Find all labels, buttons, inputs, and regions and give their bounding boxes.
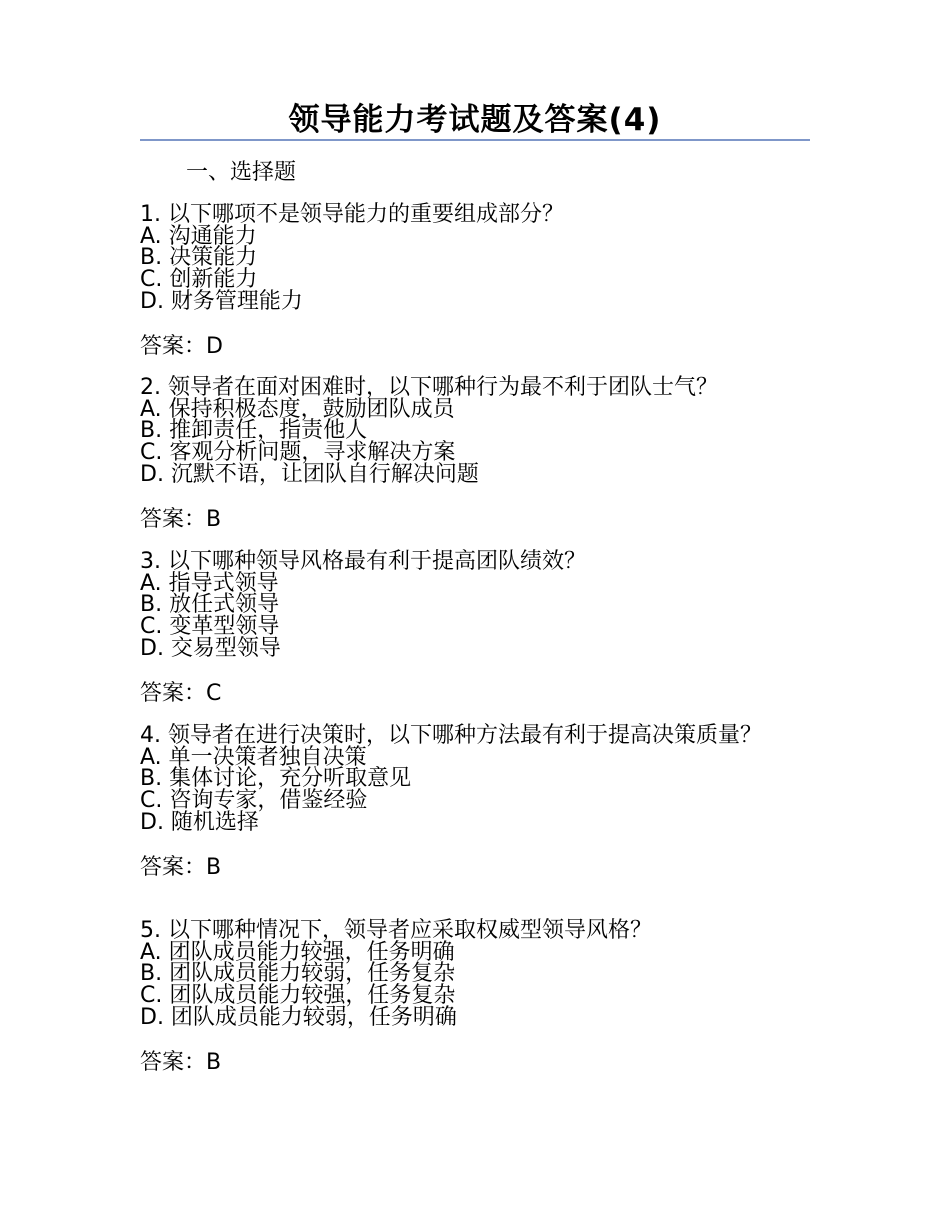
option-d: D. 沉默不语，让团队自行解决问题 (140, 461, 479, 487)
question-1 (140, 204, 810, 361)
answer-line: 答案：C (140, 680, 222, 706)
option-d: D. 随机选择 (140, 809, 259, 835)
option-d: D. 财务管理能力 (140, 288, 303, 314)
option-a: A. 团队成员能力较强，任务明确 (140, 939, 455, 965)
answer-line: 答案：B (140, 1049, 222, 1075)
question-stem: 4. 领导者在进行决策时，以下哪种方法最有利于提高决策质量？ (140, 723, 762, 748)
option-a: A. 沟通能力 (140, 223, 257, 249)
option-b: B. 决策能力 (140, 245, 258, 271)
question-5 (140, 920, 810, 1077)
section-heading: 一、选择题 (186, 160, 297, 185)
option-b: B. 团队成员能力较弱，任务复杂 (140, 961, 456, 987)
option-b: B. 推卸责任，指责他人 (140, 418, 368, 444)
answer-line: 答案：D (140, 333, 223, 359)
option-a: A. 保持积极态度，鼓励团队成员 (140, 396, 455, 422)
option-a: A. 单一决策者独自决策 (140, 744, 367, 770)
title-underline (140, 139, 810, 141)
question-4 (140, 725, 810, 882)
option-d: D. 团队成员能力较弱，任务明确 (140, 1004, 457, 1030)
option-d: D. 交易型领导 (140, 635, 281, 661)
option-c: C. 客观分析问题，寻求解决方案 (140, 440, 456, 466)
question-stem: 5. 以下哪种情况下，领导者应采取权威型领导风格？ (140, 918, 652, 943)
answer-line: 答案：B (140, 854, 222, 880)
option-a: A. 指导式领导 (140, 570, 279, 596)
option-c: C. 团队成员能力较强，任务复杂 (140, 983, 456, 1009)
option-c: C. 创新能力 (140, 267, 258, 293)
option-b: B. 集体讨论，充分听取意见 (140, 766, 412, 792)
question-stem: 2. 领导者在面对困难时，以下哪种行为最不利于团队士气？ (140, 375, 718, 400)
document-title: 领导能力考试题及答案(4) (288, 102, 662, 138)
question-stem: 3. 以下哪种领导风格最有利于提高团队绩效？ (140, 549, 586, 574)
answer-line: 答案：B (140, 506, 222, 532)
question-2 (140, 377, 810, 534)
question-stem: 1. 以下哪项不是领导能力的重要组成部分？ (140, 202, 564, 227)
option-c: C. 咨询专家，借鉴经验 (140, 788, 368, 814)
question-3 (140, 551, 810, 708)
option-b: B. 放任式领导 (140, 592, 280, 618)
option-c: C. 变革型领导 (140, 614, 280, 640)
